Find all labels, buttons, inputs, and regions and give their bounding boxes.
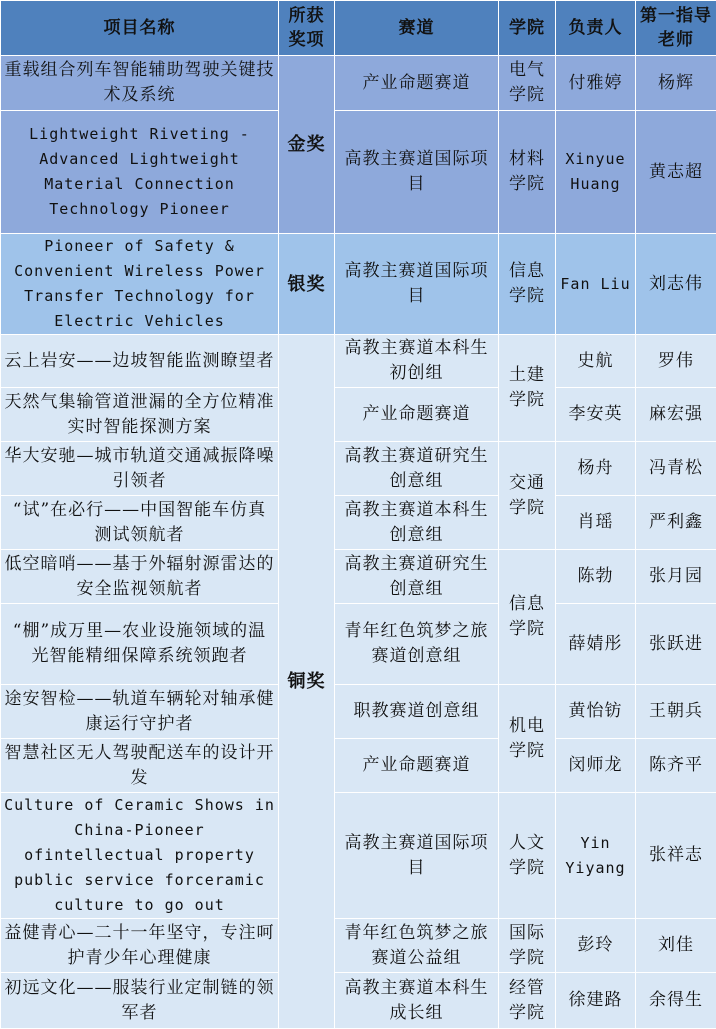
header-track: 赛道 — [335, 1, 499, 56]
project-name: 华大安驰—城市轨道交通减振降噪引领者 — [1, 442, 279, 496]
project-name: 初远文化——服装行业定制链的领军者 — [1, 973, 279, 1029]
table-row — [1, 685, 716, 739]
leader: 李安英 — [556, 388, 636, 442]
track: 青年红色筑梦之旅赛道公益组 — [335, 919, 499, 973]
advisor: 张跃进 — [636, 604, 716, 685]
advisor: 黄志超 — [636, 111, 716, 234]
advisor: 严利鑫 — [636, 496, 716, 550]
table-row — [1, 388, 716, 442]
project-name: 低空暗哨——基于外辐射源雷达的安全监视领航者 — [1, 550, 279, 604]
track: 高教主赛道国际项目 — [335, 793, 499, 919]
leader: 黄怡钫 — [556, 685, 636, 739]
project-name: 智慧社区无人驾驶配送车的设计开发 — [1, 739, 279, 793]
track: 产业命题赛道 — [335, 388, 499, 442]
leader: 付雅婷 — [556, 56, 636, 111]
college: 电气学院 — [499, 56, 556, 111]
track: 高教主赛道国际项目 — [335, 111, 499, 234]
table-row — [1, 550, 716, 604]
leader: 史航 — [556, 335, 636, 388]
track: 高教主赛道本科生初创组 — [335, 335, 499, 388]
project-name: “试”在必行——中国智能车仿真测试领航者 — [1, 496, 279, 550]
advisor: 杨辉 — [636, 56, 716, 111]
project-name: Culture of Ceramic Shows in China-Pioneer ofintellectual property public service forceramic culture to go out — [1, 793, 279, 919]
table-row — [1, 111, 716, 234]
award-bronze: 铜奖 — [279, 335, 335, 1029]
advisor: 刘佳 — [636, 919, 716, 973]
advisor: 罗伟 — [636, 335, 716, 388]
college: 材料学院 — [499, 111, 556, 234]
leader: Yin Yiyang — [556, 793, 636, 919]
project-name: 益健青心—二十一年坚守，专注呵护青少年心理健康 — [1, 919, 279, 973]
table-row — [1, 496, 716, 550]
college: 土建学院 — [499, 335, 556, 442]
project-name: 重载组合列车智能辅助驾驶关键技术及系统 — [1, 56, 279, 111]
header-award: 所获奖项 — [279, 1, 335, 56]
header-project: 项目名称 — [1, 1, 279, 56]
track: 青年红色筑梦之旅赛道创意组 — [335, 604, 499, 685]
track: 高教主赛道研究生创意组 — [335, 442, 499, 496]
college: 交通学院 — [499, 442, 556, 550]
college: 国际学院 — [499, 919, 556, 973]
track: 职教赛道创意组 — [335, 685, 499, 739]
advisor: 冯青松 — [636, 442, 716, 496]
project-name: 云上岩安——边坡智能监测瞭望者 — [1, 335, 279, 388]
advisor: 陈齐平 — [636, 739, 716, 793]
college: 信息学院 — [499, 550, 556, 685]
track: 高教主赛道国际项目 — [335, 234, 499, 335]
track: 产业命题赛道 — [335, 739, 499, 793]
college: 信息学院 — [499, 234, 556, 335]
project-name: Lightweight Riveting - Advanced Lightweight Material Connection Technology Pioneer — [1, 111, 279, 234]
advisor: 麻宏强 — [636, 388, 716, 442]
header-leader: 负责人 — [556, 1, 636, 56]
track: 高教主赛道本科生创意组 — [335, 496, 499, 550]
leader: 闵师龙 — [556, 739, 636, 793]
advisor: 余得生 — [636, 973, 716, 1029]
leader: 薛婧彤 — [556, 604, 636, 685]
leader: 肖瑶 — [556, 496, 636, 550]
leader: 彭玲 — [556, 919, 636, 973]
track: 产业命题赛道 — [335, 56, 499, 111]
table-row — [1, 335, 716, 388]
project-name: 途安智检——轨道车辆轮对轴承健康运行守护者 — [1, 685, 279, 739]
table-row — [1, 973, 716, 1029]
advisor: 王朝兵 — [636, 685, 716, 739]
leader: Xinyue Huang — [556, 111, 636, 234]
project-name: “棚”成万里—农业设施领域的温光智能精细保障系统领跑者 — [1, 604, 279, 685]
table-row — [1, 604, 716, 685]
college: 人文学院 — [499, 793, 556, 919]
header-row — [1, 1, 716, 56]
college: 经管学院 — [499, 973, 556, 1029]
track: 高教主赛道本科生成长组 — [335, 973, 499, 1029]
project-name: Pioneer of Safety & Convenient Wireless Power Transfer Technology for Electric Vehicles — [1, 234, 279, 335]
header-advisor: 第一指导老师 — [636, 1, 716, 56]
leader: 陈勃 — [556, 550, 636, 604]
leader: Fan Liu — [556, 234, 636, 335]
table-row — [1, 793, 716, 919]
college: 机电学院 — [499, 685, 556, 793]
award-silver: 银奖 — [279, 234, 335, 335]
leader: 杨舟 — [556, 442, 636, 496]
advisor: 刘志伟 — [636, 234, 716, 335]
leader: 徐建路 — [556, 973, 636, 1029]
header-college: 学院 — [499, 1, 556, 56]
advisor: 张月园 — [636, 550, 716, 604]
track: 高教主赛道研究生创意组 — [335, 550, 499, 604]
award-gold: 金奖 — [279, 56, 335, 234]
table-row — [1, 442, 716, 496]
advisor: 张祥志 — [636, 793, 716, 919]
table-row — [1, 56, 716, 111]
table-row — [1, 739, 716, 793]
table-row — [1, 234, 716, 335]
project-name: 天然气集输管道泄漏的全方位精准实时智能探测方案 — [1, 388, 279, 442]
table-row — [1, 919, 716, 973]
